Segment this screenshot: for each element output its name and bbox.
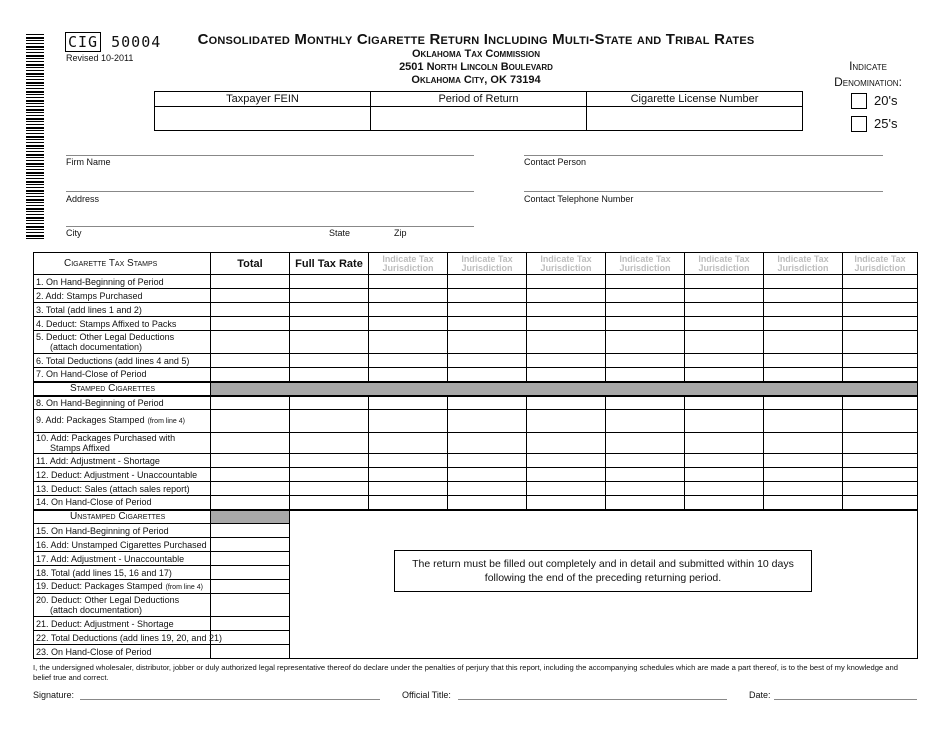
- table-row: [34, 468, 918, 482]
- denomination-20-label: 20's: [874, 93, 898, 108]
- city-label: City: [66, 228, 82, 238]
- amount-cell[interactable]: [448, 468, 527, 482]
- amount-cell[interactable]: [764, 396, 843, 410]
- row-label-text: 8. On Hand-Beginning of Period: [36, 397, 164, 408]
- amount-cell[interactable]: [527, 396, 606, 410]
- row-label: [34, 468, 211, 482]
- row-label: [34, 566, 211, 580]
- amount-cell[interactable]: [606, 354, 685, 368]
- amount-cell[interactable]: [764, 496, 843, 510]
- amount-cell[interactable]: [843, 275, 918, 289]
- amount-cell[interactable]: [369, 368, 448, 382]
- amount-cell[interactable]: [211, 538, 290, 552]
- contact-phone-label: Contact Telephone Number: [524, 194, 634, 204]
- amount-cell[interactable]: [685, 496, 764, 510]
- amount-cell[interactable]: [685, 289, 764, 303]
- amount-cell[interactable]: [764, 303, 843, 317]
- row-label: [34, 524, 211, 538]
- row-label-text: 22. Total Deductions (add lines 19, 20, and 21): [36, 632, 222, 643]
- row-label-text: 1. On Hand-Beginning of Period: [36, 276, 164, 287]
- row-label: [34, 645, 211, 659]
- amount-cell[interactable]: [290, 354, 369, 368]
- amount-cell[interactable]: [448, 396, 527, 410]
- address-label: Address: [66, 194, 100, 204]
- row-label-subtext: (attach documentation): [50, 342, 143, 352]
- revised-date: Revised 10-2011: [66, 53, 134, 63]
- table-row: [34, 410, 918, 433]
- row-label-text: 14. On Hand-Close of Period: [36, 497, 152, 508]
- amount-cell[interactable]: [843, 289, 918, 303]
- agency-address: 2501 North Lincoln Boulevard: [399, 61, 553, 73]
- row-label-text: 13. Deduct: Sales (attach sales report): [36, 483, 190, 494]
- amount-cell[interactable]: [685, 396, 764, 410]
- period-label: Period of Return: [371, 92, 587, 107]
- barcode: [26, 34, 44, 240]
- total-header: Total: [211, 253, 290, 275]
- amount-cell[interactable]: [527, 454, 606, 468]
- amount-cell[interactable]: [211, 331, 290, 354]
- row-label-subtext: (attach documentation): [50, 605, 143, 615]
- amount-cell[interactable]: [685, 354, 764, 368]
- row-label-text: 11. Add: Adjustment - Shortage: [36, 455, 160, 466]
- amount-cell[interactable]: [211, 454, 290, 468]
- amount-cell[interactable]: [764, 331, 843, 354]
- amount-cell[interactable]: [448, 289, 527, 303]
- row-label: [34, 552, 211, 566]
- amount-cell[interactable]: [290, 275, 369, 289]
- amount-cell[interactable]: [685, 368, 764, 382]
- row-label-text: 20. Deduct: Other Legal Deductions: [36, 595, 180, 605]
- amount-cell[interactable]: [211, 354, 290, 368]
- amount-cell[interactable]: [369, 482, 448, 496]
- form-title: Consolidated Monthly Cigarette Return Including Multi-State and Tribal Rates: [197, 31, 755, 48]
- amount-cell[interactable]: [843, 410, 918, 433]
- agency-city: Oklahoma City, OK 73194: [411, 74, 541, 86]
- row-label: [34, 275, 211, 289]
- unstamped-shade: [211, 510, 290, 524]
- amount-cell[interactable]: [211, 468, 290, 482]
- amount-cell[interactable]: [843, 303, 918, 317]
- row-label: [34, 289, 211, 303]
- amount-cell[interactable]: [369, 303, 448, 317]
- row-label: [34, 454, 211, 468]
- row-label: [34, 538, 211, 552]
- address-line[interactable]: [66, 191, 474, 192]
- row-label-text: 19. Deduct: Packages Stamped: [36, 580, 163, 591]
- amount-cell[interactable]: [527, 496, 606, 510]
- amount-cell[interactable]: [290, 454, 369, 468]
- row-label-text: 2. Add: Stamps Purchased: [36, 290, 143, 301]
- official-title-line[interactable]: [458, 699, 727, 700]
- amount-cell[interactable]: [606, 396, 685, 410]
- rate-header: Full Tax Rate: [290, 253, 369, 275]
- jurisdiction-header[interactable]: Indicate Tax Jurisdiction: [843, 253, 918, 275]
- amount-cell[interactable]: [290, 368, 369, 382]
- row-label: [34, 631, 222, 645]
- amount-cell[interactable]: [685, 317, 764, 331]
- fein-input[interactable]: [155, 107, 371, 131]
- amount-cell[interactable]: [843, 482, 918, 496]
- row-label-text: 4. Deduct: Stamps Affixed to Packs: [36, 318, 177, 329]
- denomination-title: Indicate Denomination:: [834, 59, 902, 89]
- row-label-text: 23. On Hand-Close of Period: [36, 646, 152, 657]
- amount-cell[interactable]: [448, 482, 527, 496]
- table-row: [34, 454, 918, 468]
- amount-cell[interactable]: [764, 410, 843, 433]
- table-row: [34, 433, 918, 454]
- amount-cell[interactable]: [369, 396, 448, 410]
- amount-cell[interactable]: [290, 468, 369, 482]
- amount-cell[interactable]: [369, 433, 448, 454]
- amount-cell[interactable]: [211, 275, 290, 289]
- license-label: Cigarette License Number: [587, 92, 803, 107]
- amount-cell[interactable]: [606, 289, 685, 303]
- row-label: [34, 617, 211, 631]
- zip-label: Zip: [394, 228, 407, 238]
- row-label-text: 17. Add: Adjustment - Unaccountable: [36, 553, 185, 564]
- amount-cell[interactable]: [369, 410, 448, 433]
- official-title-label: Official Title:: [402, 690, 451, 700]
- amount-cell[interactable]: [211, 303, 290, 317]
- period-input[interactable]: [371, 107, 587, 131]
- denomination-25-checkbox[interactable]: [851, 116, 867, 132]
- amount-cell[interactable]: [527, 303, 606, 317]
- amount-cell[interactable]: [764, 317, 843, 331]
- amount-cell[interactable]: [211, 631, 290, 645]
- jurisdiction-header[interactable]: Indicate Tax Jurisdiction: [764, 253, 843, 275]
- amount-cell[interactable]: [290, 433, 369, 454]
- amount-cell[interactable]: [211, 496, 290, 510]
- amount-cell[interactable]: [290, 482, 369, 496]
- amount-cell[interactable]: [843, 368, 918, 382]
- amount-cell[interactable]: [606, 468, 685, 482]
- amount-cell[interactable]: [211, 410, 290, 433]
- jurisdiction-header[interactable]: Indicate Tax Jurisdiction: [448, 253, 527, 275]
- table-row: [34, 354, 918, 368]
- amount-cell[interactable]: [606, 410, 685, 433]
- amount-cell[interactable]: [527, 317, 606, 331]
- amount-cell[interactable]: [527, 354, 606, 368]
- row-label-text: 12. Deduct: Adjustment - Unaccountable: [36, 469, 198, 480]
- amount-cell[interactable]: [211, 617, 290, 631]
- amount-cell[interactable]: [764, 482, 843, 496]
- amount-cell[interactable]: [211, 368, 290, 382]
- row-label: [34, 580, 211, 594]
- amount-cell[interactable]: [685, 454, 764, 468]
- amount-cell[interactable]: [211, 317, 290, 331]
- amount-cell[interactable]: [685, 433, 764, 454]
- return-table: [33, 252, 918, 659]
- jurisdiction-header[interactable]: Indicate Tax Jurisdiction: [606, 253, 685, 275]
- amount-cell[interactable]: [448, 303, 527, 317]
- row-label: [34, 410, 211, 433]
- table-row: [34, 303, 918, 317]
- amount-cell[interactable]: [606, 482, 685, 496]
- table-row: [34, 396, 918, 410]
- amount-cell[interactable]: [527, 331, 606, 354]
- amount-cell[interactable]: [369, 289, 448, 303]
- amount-cell[interactable]: [764, 354, 843, 368]
- amount-cell[interactable]: [211, 580, 290, 594]
- table-row: [34, 368, 918, 382]
- amount-cell[interactable]: [448, 433, 527, 454]
- row-label-text: 7. On Hand-Close of Period: [36, 369, 147, 380]
- amount-cell[interactable]: [764, 368, 843, 382]
- row-label-subtext: Stamps Affixed: [50, 443, 110, 453]
- amount-cell[interactable]: [527, 468, 606, 482]
- row-label-text: 18. Total (add lines 15, 16 and 17): [36, 567, 172, 578]
- amount-cell[interactable]: [211, 552, 290, 566]
- amount-cell[interactable]: [685, 468, 764, 482]
- amount-cell[interactable]: [211, 566, 290, 580]
- table-row: [34, 289, 918, 303]
- stamps-header: Cigarette Tax Stamps: [34, 253, 211, 275]
- date-label: Date:: [749, 690, 771, 700]
- row-label: [34, 594, 211, 617]
- amount-cell[interactable]: [764, 454, 843, 468]
- amount-cell[interactable]: [211, 645, 290, 659]
- jurisdiction-header[interactable]: Indicate Tax Jurisdiction: [685, 253, 764, 275]
- amount-cell[interactable]: [685, 410, 764, 433]
- amount-cell[interactable]: [843, 317, 918, 331]
- amount-cell[interactable]: [843, 331, 918, 354]
- amount-cell[interactable]: [843, 396, 918, 410]
- filing-note: The return must be filled out completely and in detail and submitted within 10 days following the end of the preceding returning period.: [394, 550, 812, 592]
- firm-name-label: Firm Name: [66, 157, 111, 167]
- amount-cell[interactable]: [369, 496, 448, 510]
- amount-cell[interactable]: [606, 303, 685, 317]
- row-label: [34, 396, 211, 410]
- agency-name: Oklahoma Tax Commission: [412, 48, 540, 60]
- amount-cell[interactable]: [685, 275, 764, 289]
- table-row: [34, 317, 918, 331]
- amount-cell[interactable]: [448, 368, 527, 382]
- contact-person-label: Contact Person: [524, 157, 587, 167]
- amount-cell[interactable]: [369, 331, 448, 354]
- amount-cell[interactable]: [606, 331, 685, 354]
- row-label-note: (from line 4): [165, 583, 203, 591]
- amount-cell[interactable]: [606, 275, 685, 289]
- amount-cell[interactable]: [764, 275, 843, 289]
- jurisdiction-header[interactable]: Indicate Tax Jurisdiction: [527, 253, 606, 275]
- state-label: State: [329, 228, 351, 238]
- denomination-25-label: 25's: [874, 116, 898, 131]
- row-label-text: 15. On Hand-Beginning of Period: [36, 525, 169, 536]
- form-number: CIG 50004: [65, 33, 161, 51]
- row-label-text: 21. Deduct: Adjustment - Shortage: [36, 618, 174, 629]
- row-label: [34, 354, 211, 368]
- amount-cell[interactable]: [448, 410, 527, 433]
- amount-cell[interactable]: [369, 454, 448, 468]
- amount-cell[interactable]: [290, 396, 369, 410]
- amount-cell[interactable]: [527, 275, 606, 289]
- amount-cell[interactable]: [290, 410, 369, 433]
- amount-cell[interactable]: [290, 289, 369, 303]
- amount-cell[interactable]: [369, 317, 448, 331]
- row-label: [34, 433, 211, 454]
- amount-cell[interactable]: [369, 275, 448, 289]
- firm-name-line[interactable]: [66, 155, 474, 156]
- unstamped-header: Unstamped Cigarettes: [34, 510, 211, 524]
- amount-cell[interactable]: [843, 454, 918, 468]
- amount-cell[interactable]: [448, 317, 527, 331]
- amount-cell[interactable]: [211, 524, 290, 538]
- amount-cell[interactable]: [764, 433, 843, 454]
- fein-label: Taxpayer FEIN: [155, 92, 371, 107]
- amount-cell[interactable]: [448, 354, 527, 368]
- amount-cell[interactable]: [843, 468, 918, 482]
- date-line[interactable]: [774, 699, 917, 700]
- license-input[interactable]: [587, 107, 803, 131]
- stamped-shade: [211, 382, 918, 396]
- amount-cell[interactable]: [211, 433, 290, 454]
- amount-cell[interactable]: [843, 354, 918, 368]
- row-label: [34, 331, 211, 354]
- amount-cell[interactable]: [843, 433, 918, 454]
- city-state-zip-line[interactable]: [66, 226, 474, 227]
- denomination-20-checkbox[interactable]: [851, 93, 867, 109]
- amount-cell[interactable]: [606, 433, 685, 454]
- table-row: [34, 496, 918, 510]
- row-label-text: 16. Add: Unstamped Cigarettes Purchased: [36, 539, 207, 550]
- amount-cell[interactable]: [211, 289, 290, 303]
- amount-cell[interactable]: [211, 594, 290, 617]
- row-label-text: 9. Add: Packages Stamped: [36, 415, 145, 425]
- row-label: [34, 368, 211, 382]
- contact-phone-line[interactable]: [524, 191, 883, 192]
- amount-cell[interactable]: [290, 496, 369, 510]
- amount-cell[interactable]: [764, 468, 843, 482]
- row-label-note: (from line 4): [147, 418, 185, 425]
- amount-cell[interactable]: [448, 454, 527, 468]
- amount-cell[interactable]: [606, 496, 685, 510]
- signature-label: Signature:: [33, 690, 75, 700]
- row-label-text: 3. Total (add lines 1 and 2): [36, 304, 142, 315]
- amount-cell[interactable]: [685, 303, 764, 317]
- amount-cell[interactable]: [369, 468, 448, 482]
- amount-cell[interactable]: [606, 454, 685, 468]
- signature-line[interactable]: [80, 699, 380, 700]
- amount-cell[interactable]: [448, 275, 527, 289]
- amount-cell[interactable]: [290, 317, 369, 331]
- amount-cell[interactable]: [369, 354, 448, 368]
- amount-cell[interactable]: [606, 368, 685, 382]
- table-row: [34, 331, 918, 354]
- amount-cell[interactable]: [764, 289, 843, 303]
- amount-cell[interactable]: [290, 303, 369, 317]
- id-fields-table: [154, 91, 803, 131]
- amount-cell[interactable]: [527, 482, 606, 496]
- row-label-text: 6. Total Deductions (add lines 4 and 5): [36, 355, 190, 366]
- jurisdiction-header[interactable]: Indicate Tax Jurisdiction: [369, 253, 448, 275]
- row-label-text: 10. Add: Packages Purchased with: [36, 433, 176, 443]
- amount-cell[interactable]: [606, 317, 685, 331]
- contact-person-line[interactable]: [524, 155, 883, 156]
- table-row: [34, 275, 918, 289]
- declaration-text: I, the undersigned wholesaler, distributor, jobber or duly authorized legal representative thereof do declare under the penalties of perjury that this report, including the accompanying schedules which are made a part thereof, is to the best of my knowledge and belief true and correct.: [33, 663, 898, 682]
- table-row: [34, 482, 918, 496]
- row-label: [34, 496, 211, 510]
- amount-cell[interactable]: [843, 496, 918, 510]
- amount-cell[interactable]: [211, 482, 290, 496]
- amount-cell[interactable]: [290, 331, 369, 354]
- amount-cell[interactable]: [527, 289, 606, 303]
- amount-cell[interactable]: [685, 482, 764, 496]
- stamped-header: Stamped Cigarettes: [34, 382, 211, 396]
- amount-cell[interactable]: [211, 396, 290, 410]
- amount-cell[interactable]: [527, 410, 606, 433]
- amount-cell[interactable]: [527, 368, 606, 382]
- amount-cell[interactable]: [448, 496, 527, 510]
- row-label: [34, 303, 211, 317]
- row-label: [34, 482, 211, 496]
- row-label-text: 5. Deduct: Other Legal Deductions: [36, 332, 175, 342]
- row-label: [34, 317, 211, 331]
- amount-cell[interactable]: [685, 331, 764, 354]
- amount-cell[interactable]: [448, 331, 527, 354]
- amount-cell[interactable]: [527, 433, 606, 454]
